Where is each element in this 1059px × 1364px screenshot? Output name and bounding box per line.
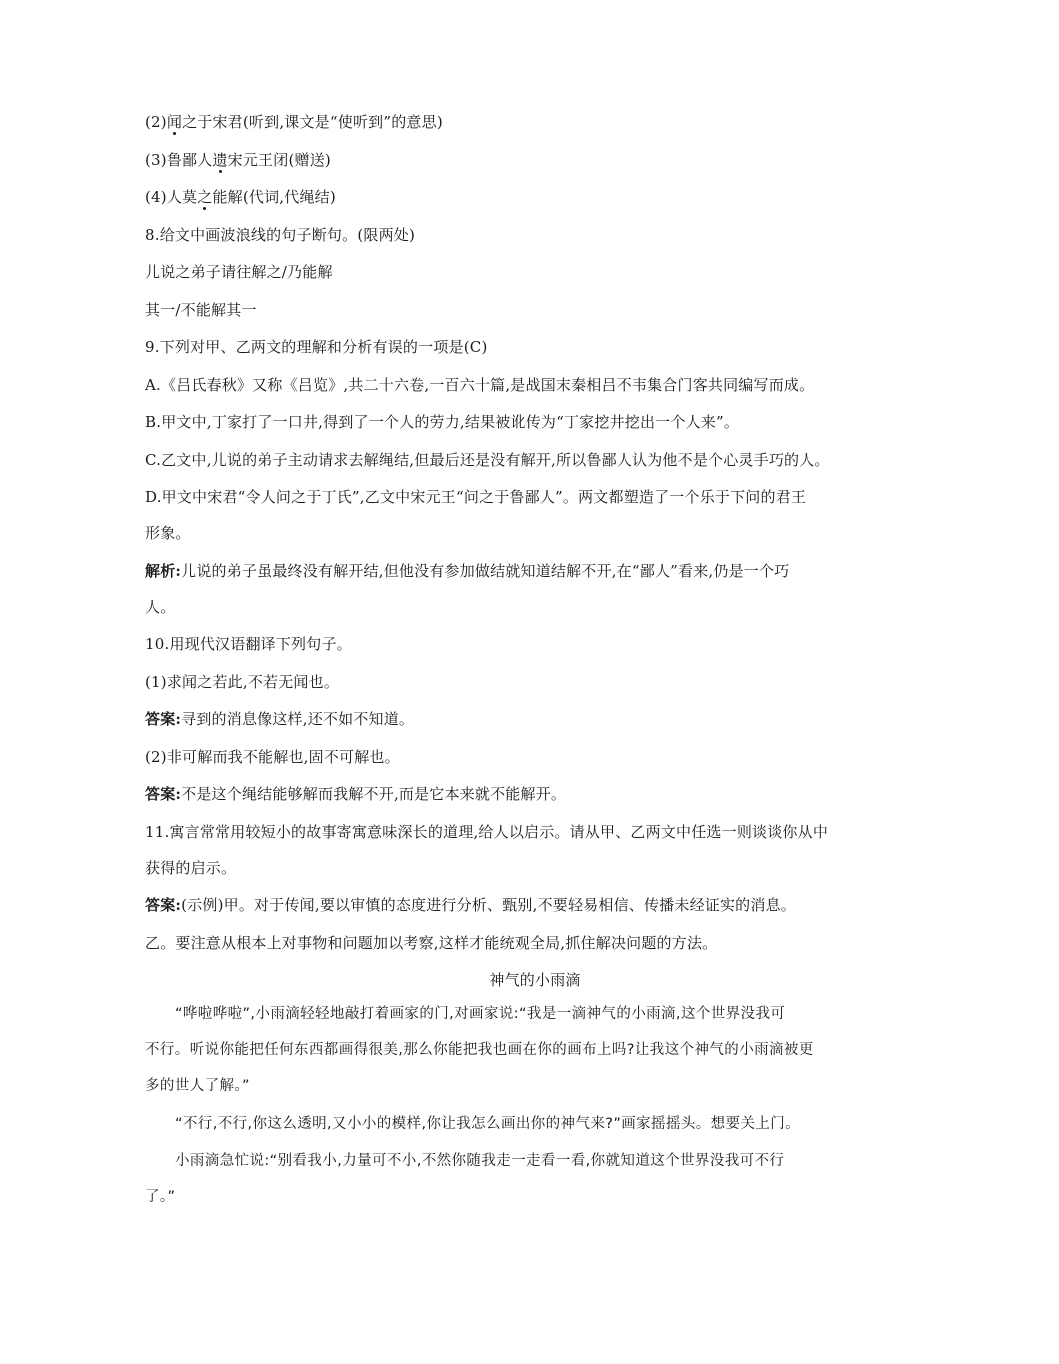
story-paragraph-1-line-3: 多的世人了解。” (145, 1078, 250, 1094)
q9-option-d-line-1: D.甲文中宋君“令人问之于丁氏”,乙文中宋元王“问之于鲁鄙人”。两文都塑造了一个乐于下问的君王 (145, 488, 807, 506)
q9-option-b: B.甲文中,丁家打了一口井,得到了一个人的劳力,结果被讹传为“丁家挖井挖出一个人来”。 (145, 413, 740, 431)
q10-sentence-1: (1)求闻之若此,不若无闻也。 (145, 672, 340, 691)
story-paragraph-1-line-1: “哗啦哗啦”,小雨滴轻轻地敲打着画家的门,对画家说:“我是一滴神气的小雨滴,这个世界没我可 (175, 1006, 786, 1022)
analysis-text: 儿说的弟子虽最终没有解开结,但他没有参加做结就知道结解不开,在“鄙人”看来,仍是一个巧 (181, 561, 790, 580)
q8-question: 8.给文中画波浪线的句子断句。(限两处) (145, 225, 416, 244)
q11-answer-line-2: 乙。要注意从根本上对事物和问题加以考察,这样才能统观全局,抓住解决问题的方法。 (145, 933, 718, 952)
q8-answer-1: 儿说之弟子请往解之/乃能解 (145, 263, 333, 281)
q7-item-4 (145, 187, 925, 207)
q10-answer-2 (145, 784, 925, 804)
q9-option-a: A.《吕氏春秋》又称《吕览》,共二十六卷,一百六十篇,是战国末秦相吕不韦集合门客共同编写而成。 (145, 375, 815, 394)
q7-item-2-emphasized-char: 闻 (166, 113, 183, 131)
story-paragraph-2-line-1: “不行,不行,你这么透明,又小小的模样,你让我怎么画出你的神气来?”画家摇摇头。想要关上门。 (175, 1115, 801, 1132)
answer-text: 寻到的消息像这样,还不如不知道。 (181, 710, 415, 728)
q7-item-3 (145, 150, 925, 170)
q7-item-2 (145, 112, 925, 132)
q10-sentence-2: (2)非可解而我不能解也,固不可解也。 (145, 747, 400, 766)
answer-text: 不是这个绳结能够解而我解不开,而是它本来就不能解开。 (181, 785, 567, 803)
answer-text: (示例)甲。对于传闻,要以审慎的态度进行分析、甄别,不要轻易相信、传播未经证实的消息。 (181, 896, 796, 914)
answer-label: 答案: (145, 710, 182, 728)
answer-label: 答案: (145, 896, 182, 914)
q7-item-4-text: 能解(代词,代绳结) (212, 188, 336, 206)
q7-item-3-text: 宋元王闭(赠送) (227, 150, 331, 169)
q8-answer-2: 其一/不能解其一 (145, 300, 257, 319)
q9-option-d-line-2: 形象。 (145, 524, 191, 542)
q7-item-2-text: 之于宋君(听到,课文是“使听到”的意思) (182, 113, 443, 131)
q10-answer-1 (145, 709, 925, 729)
q9-analysis-line-2: 人。 (145, 597, 176, 616)
q11-answer-line-1 (145, 895, 925, 915)
q11-question-line-1: 11.寓言常常用较短小的故事寄寓意味深长的道理,给人以启示。请从甲、乙两文中任选一则谈谈你从中 (145, 822, 829, 841)
story-paragraph-3-line-1: 小雨滴急忙说:“别看我小,力量可不小,不然你随我走一走看一看,你就知道这个世界没我可不行 (175, 1153, 785, 1169)
q11-question-line-2: 获得的启示。 (145, 858, 237, 877)
q9-option-c: C.乙文中,儿说的弟子主动请求去解绳结,但最后还是没有解开,所以鲁鄙人认为他不是个心灵手巧的人。 (145, 450, 830, 469)
q10-question: 10.用现代汉语翻译下列句子。 (145, 635, 352, 653)
document-page (145, 112, 925, 1225)
q9-question: 9.下列对甲、乙两文的理解和分析有误的一项是(C) (145, 338, 488, 356)
q7-item-2-prefix: (2) (145, 113, 167, 131)
q9-analysis-line-1 (145, 561, 925, 581)
answer-label: 答案: (145, 785, 182, 803)
story-title: 神气的小雨滴 (489, 971, 581, 989)
q7-item-4-prefix: (4)人莫 (145, 188, 198, 206)
q7-item-3-emphasized-char: 遗 (212, 150, 228, 169)
story-paragraph-3-line-2: 了。” (145, 1189, 176, 1205)
q7-item-4-emphasized-char: 之 (197, 188, 213, 206)
story-paragraph-1-line-2: 不行。听说你能把任何东西都画得很美,那么你能把我也画在你的画布上吗?让我这个神气的小雨滴被更 (145, 1042, 814, 1058)
analysis-label: 解析: (145, 561, 182, 580)
q7-item-3-prefix: (3)鲁鄙人 (145, 150, 213, 169)
